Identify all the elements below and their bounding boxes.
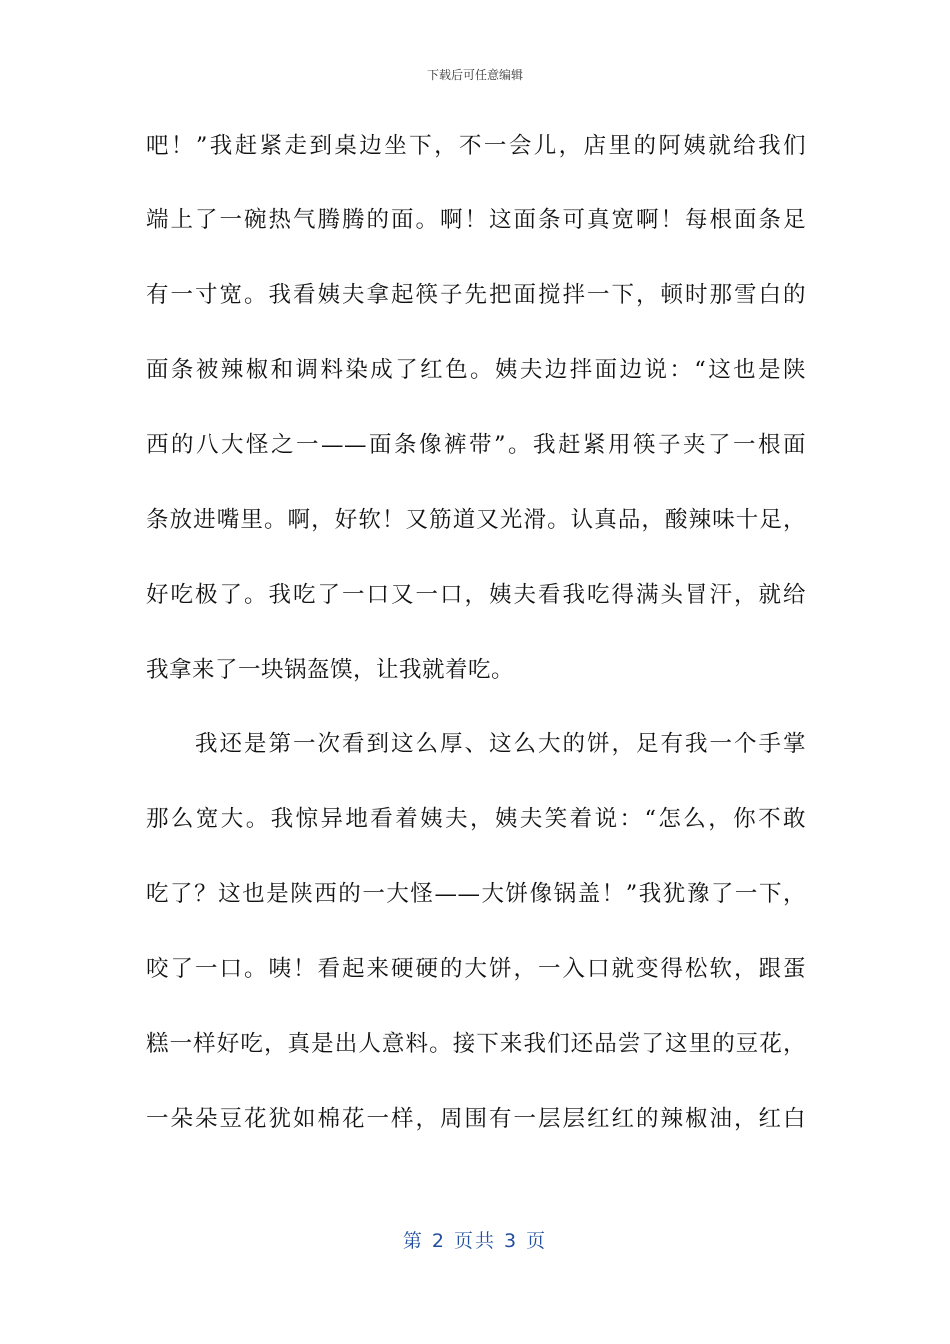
text-line: 我拿来了一块锅盔馍，让我就着吃。 bbox=[146, 657, 515, 683]
text-line: 那么宽大。我惊异地看着姨夫，姨夫笑着说：“怎么，你不敢 bbox=[146, 806, 806, 832]
text-line: 糕一样好吃，真是出人意料。接下来我们还品尝了这里的豆花， bbox=[146, 1031, 806, 1057]
text-line: 有一寸宽。我看姨夫拿起筷子先把面搅拌一下，顿时那雪白的 bbox=[146, 282, 806, 308]
text-line: 端上了一碗热气腾腾的面。啊！这面条可真宽啊！每根面条足 bbox=[146, 207, 806, 233]
text-line: 我还是第一次看到这么厚、这么大的饼，足有我一个手掌 bbox=[146, 731, 806, 757]
page-header: 下载后可任意编辑 bbox=[426, 68, 523, 82]
text-line: 面条被辣椒和调料染成了红色。姨夫边拌面边说：“这也是陕 bbox=[146, 357, 806, 383]
text-line: 吧！”我赶紧走到桌边坐下，不一会儿，店里的阿姨就给我们 bbox=[146, 133, 806, 159]
text-line: 一朵朵豆花犹如棉花一样，周围有一层层红红的辣椒油，红白 bbox=[146, 1106, 806, 1132]
page-number-footer: 第 2 页共 3 页 bbox=[402, 1230, 548, 1252]
text-line: 吃了？这也是陕西的一大怪——大饼像锅盖！”我犹豫了一下， bbox=[146, 881, 806, 907]
text-line: 西的八大怪之一——面条像裤带”。我赶紧用筷子夹了一根面 bbox=[146, 432, 806, 458]
text-line: 咬了一口。咦！看起来硬硬的大饼，一入口就变得松软，跟蛋 bbox=[146, 956, 806, 982]
text-line: 好吃极了。我吃了一口又一口，姨夫看我吃得满头冒汗，就给 bbox=[146, 582, 806, 608]
text-line: 条放进嘴里。啊，好软！又筋道又光滑。认真品，酸辣味十足， bbox=[146, 507, 806, 533]
